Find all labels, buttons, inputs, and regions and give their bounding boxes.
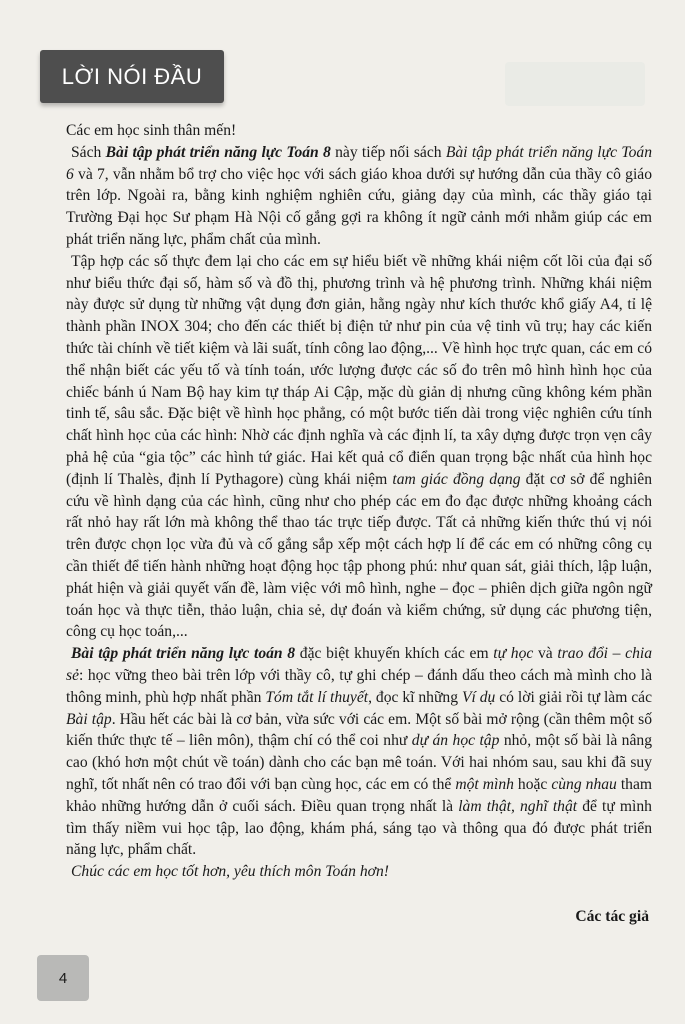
paragraph-2: Tập hợp các số thực đem lại cho các em sự hiểu biết về những khái niệm cốt lõi của đại số như biểu thức đại số, hàm số và đồ thị, phương trình và hệ phương trình. Những khái niệm này được sử dụng từ những vật dụng đơn giản, hằng ngày như kích thước khổ giấy A4, tỉ lệ thành phần INOX 304; cho đến các thiết bị điện tử như pin của vệ tinh vũ trụ; hay các kiến thức tài chính về tiết kiệm và lãi suất, tính công lao động,... Về hình học trực quan, các em có thể nhận biết các yếu tố và tính toán, ước lượng được các số đo trên mô hình hình học của chiếc bánh ú Nam Bộ hay kim tự tháp Ai Cập, mặc dù giản dị nhưng cũng không kém phần tinh tế, sâu sắc. Đặc biệt về hình học phẳng, có một bước tiến dài trong việc nghiên cứu tính chất hình học của các hình: Nhờ các định nghĩa và các định lí, ta xây dựng được trọn vẹn cây phả hệ của “gia tộc” các hình tứ giác. Hai kết quả cổ điển quan trọng bậc nhất của hình học (định lí Thalès, định lí Pythagore) cùng khái niệm tam giác đồng dạng đặt cơ sở để nghiên cứu về hình dạng của các hình, cũng như cho phép các em đo đạc được những khoảng cách rất nhỏ hay rất lớn mà không thể thao tác trực tiếp được. Tất cả những kiến thức thú vị nói trên được chọn lọc vừa đủ và cố gắng sắp xếp một cách hợp lí để các em có những công cụ cần thiết để tiến hành những hoạt động học tập phong phú: như quan sát, giải thích, lập luận, phát hiện và giải quyết vấn đề, làm việc với mô hình, nghe – đọc – phiên dịch giữa ngôn ngữ toán học và thực tiễn, thảo luận, chia sẻ, dự đoán và kiểm chứng, sử dụng các phương tiện, công cụ học toán,... bbox=[66, 252, 653, 641]
closing-line: Chúc các em học tốt hơn, yêu thích môn Toán hơn! bbox=[71, 863, 389, 881]
greeting: Các em học sinh thân mến! bbox=[66, 122, 237, 139]
page-title: LỜI NÓI ĐẦU bbox=[61, 63, 203, 89]
signature: Các tác giả bbox=[575, 908, 649, 925]
section-header bbox=[40, 50, 224, 103]
background-tab bbox=[505, 62, 645, 106]
paragraph-1: Sách Bài tập phát triển năng lực Toán 8 này tiếp nối sách Bài tập phát triển năng lực Toán 6 và 7, vẫn nhằm bổ trợ cho việc học với sách giáo khoa dưới sự hướng dẫn của thầy cô giáo trên lớp. Ngoài ra, bằng kinh nghiệm nghiên cứu, giảng dạy của mình, các thầy giáo tại Trường Đại học Sư phạm Hà Nội cố gắng gợi ra không ít ngữ cảnh mới nhằm giúp các em phát triển năng lực, phẩm chất của mình. bbox=[66, 143, 652, 248]
body-text bbox=[66, 120, 652, 883]
page-number-box bbox=[37, 955, 89, 1001]
paragraph-3: Bài tập phát triển năng lực toán 8 đặc biệt khuyến khích các em tự học và trao đổi – chia sẻ: học vững theo bài trên lớp với thầy cô, tự ghi chép – đánh dấu theo cách mà mình cho là thông minh, phù hợp nhất phần Tóm tắt lí thuyết, đọc kĩ những Ví dụ có lời giải rồi tự làm các Bài tập. Hầu hết các bài là cơ bản, vừa sức với các em. Một số bài mở rộng (cần thêm một số kiến thức thực tế – liên môn), thậm chí có thể coi như dự án học tập nhỏ, một số bài là nâng cao (khó hơn một chút về toán) dành cho các bạn mê toán. Với hai nhóm sau, sau khi đã suy nghĩ, tốt nhất nên có trao đổi với bạn cùng học, các em có thể một mình hoặc cùng nhau tham khảo những hướng dẫn ở cuối sách. Điều quan trọng nhất là làm thật, nghĩ thật để tự mình tìm thấy niềm vui học tập, lao động, khám phá, sáng tạo và thông qua đó được phát triển năng lực, phẩm chất. bbox=[66, 645, 653, 859]
page-number: 4 bbox=[58, 969, 68, 987]
